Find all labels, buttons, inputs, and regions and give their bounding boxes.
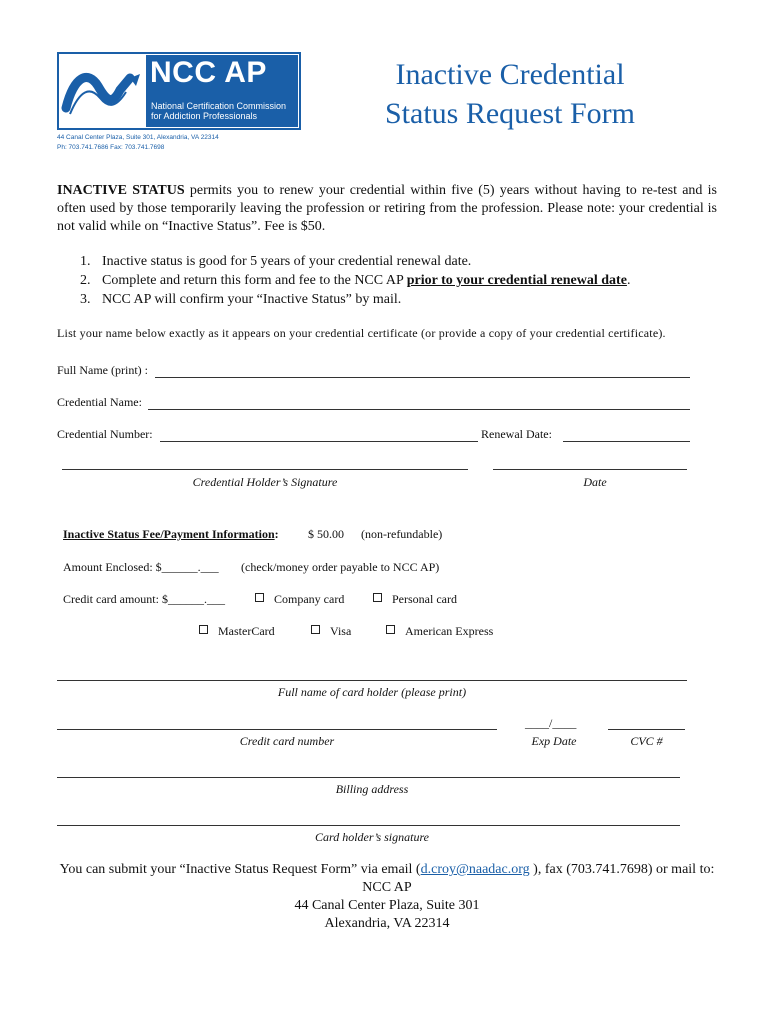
credential-number-label: Credential Number: xyxy=(57,427,153,441)
card-holder-signature-field[interactable] xyxy=(57,825,680,826)
card-holder-name-field[interactable] xyxy=(57,680,687,681)
renewal-date-field[interactable] xyxy=(563,441,690,442)
steps-list xyxy=(80,252,630,309)
date-caption: Date xyxy=(583,475,607,489)
contact-address: 44 Canal Center Plaza, Suite 301, Alexandria, VA 22314 Ph: 703.741.7686 Fax: 703.741.7698 xyxy=(57,134,219,151)
date-field[interactable] xyxy=(493,469,687,470)
mail-street: 44 Canal Center Plaza, Suite 301 xyxy=(294,898,480,913)
submission-text: You can submit your “Inactive Status Request Form” via email (d.croy@naadac.org ), fax (703.741.7698) or mail to: xyxy=(59,862,715,877)
cvc-caption: CVC # xyxy=(630,734,663,748)
list-item: 2. Complete and return this form and fee to the NCC AP prior to your credential renewal date. xyxy=(80,273,631,288)
submission-info xyxy=(57,861,717,933)
list-item: 3. NCC AP will confirm your “Inactive Status” by mail. xyxy=(80,292,402,307)
payment-heading: Inactive Status Fee/Payment Information: xyxy=(63,527,279,541)
logo-text: NCC AP xyxy=(150,56,267,89)
card-number-caption: Credit card number xyxy=(239,734,335,748)
cvc-field[interactable] xyxy=(608,729,685,730)
checkbox-icon xyxy=(199,625,208,634)
email-link[interactable]: d.croy@naadac.org xyxy=(420,862,530,877)
page-title: Inactive Credential Status Request Form xyxy=(384,58,635,130)
billing-address-field[interactable] xyxy=(57,777,680,778)
card-holder-signature-caption: Card holder’s signature xyxy=(314,830,429,844)
intro-paragraph: INACTIVE STATUS permits you to renew your credential within five (5) years without having to re-test and is often used by those temporarily leaving the profession or retiring from the profession. Please note: your credential is not valid while on “Inactive Status”. Fee is $50. xyxy=(57,183,717,234)
mastercard-checkbox[interactable]: MasterCard xyxy=(199,624,275,639)
personal-card-checkbox[interactable]: Personal card xyxy=(373,592,457,607)
credential-name-label: Credential Name: xyxy=(57,395,142,409)
checkbox-icon xyxy=(255,593,264,602)
card-number-field[interactable] xyxy=(57,729,497,730)
fee-amount: $ 50.00 xyxy=(308,527,344,541)
visa-checkbox[interactable]: Visa xyxy=(311,624,351,639)
exp-date-caption: Exp Date xyxy=(531,734,577,748)
signature-field[interactable] xyxy=(62,469,468,470)
card-holder-caption: Full name of card holder (please print) xyxy=(277,685,467,699)
full-name-label: Full Name (print) : xyxy=(57,363,148,377)
full-name-field[interactable] xyxy=(155,377,690,378)
credential-number-field[interactable] xyxy=(160,441,478,442)
instructions-text: List your name below exactly as it appears on your credential certificate (or provide a copy of your credential certificate). xyxy=(57,326,666,340)
amount-enclosed-field[interactable]: Amount Enclosed: $______.___ xyxy=(63,560,219,574)
billing-address-caption: Billing address xyxy=(335,782,409,796)
renewal-date-label: Renewal Date: xyxy=(481,427,552,441)
checkbox-icon xyxy=(386,625,395,634)
mail-city: Alexandria, VA 22314 xyxy=(324,916,450,931)
amount-enclosed-note: (check/money order payable to NCC AP) xyxy=(241,560,440,574)
credential-name-field[interactable] xyxy=(148,409,690,410)
checkbox-icon xyxy=(311,625,320,634)
mail-org: NCC AP xyxy=(362,880,412,895)
credit-amount-field[interactable]: Credit card amount: $______.___ xyxy=(63,592,225,606)
signature-caption: Credential Holder’s Signature xyxy=(192,475,338,489)
fee-note: (non-refundable) xyxy=(361,527,443,541)
checkbox-icon xyxy=(373,593,382,602)
exp-date-field[interactable]: ____/____ xyxy=(525,716,577,730)
logo-wave-icon xyxy=(60,56,144,126)
logo-subtitle: National Certification Commission for Addiction Professionals xyxy=(151,101,287,121)
amex-checkbox[interactable]: American Express xyxy=(386,624,493,639)
list-item: 1. Inactive status is good for 5 years of your credential renewal date. xyxy=(80,254,472,269)
company-card-checkbox[interactable]: Company card xyxy=(255,592,344,607)
